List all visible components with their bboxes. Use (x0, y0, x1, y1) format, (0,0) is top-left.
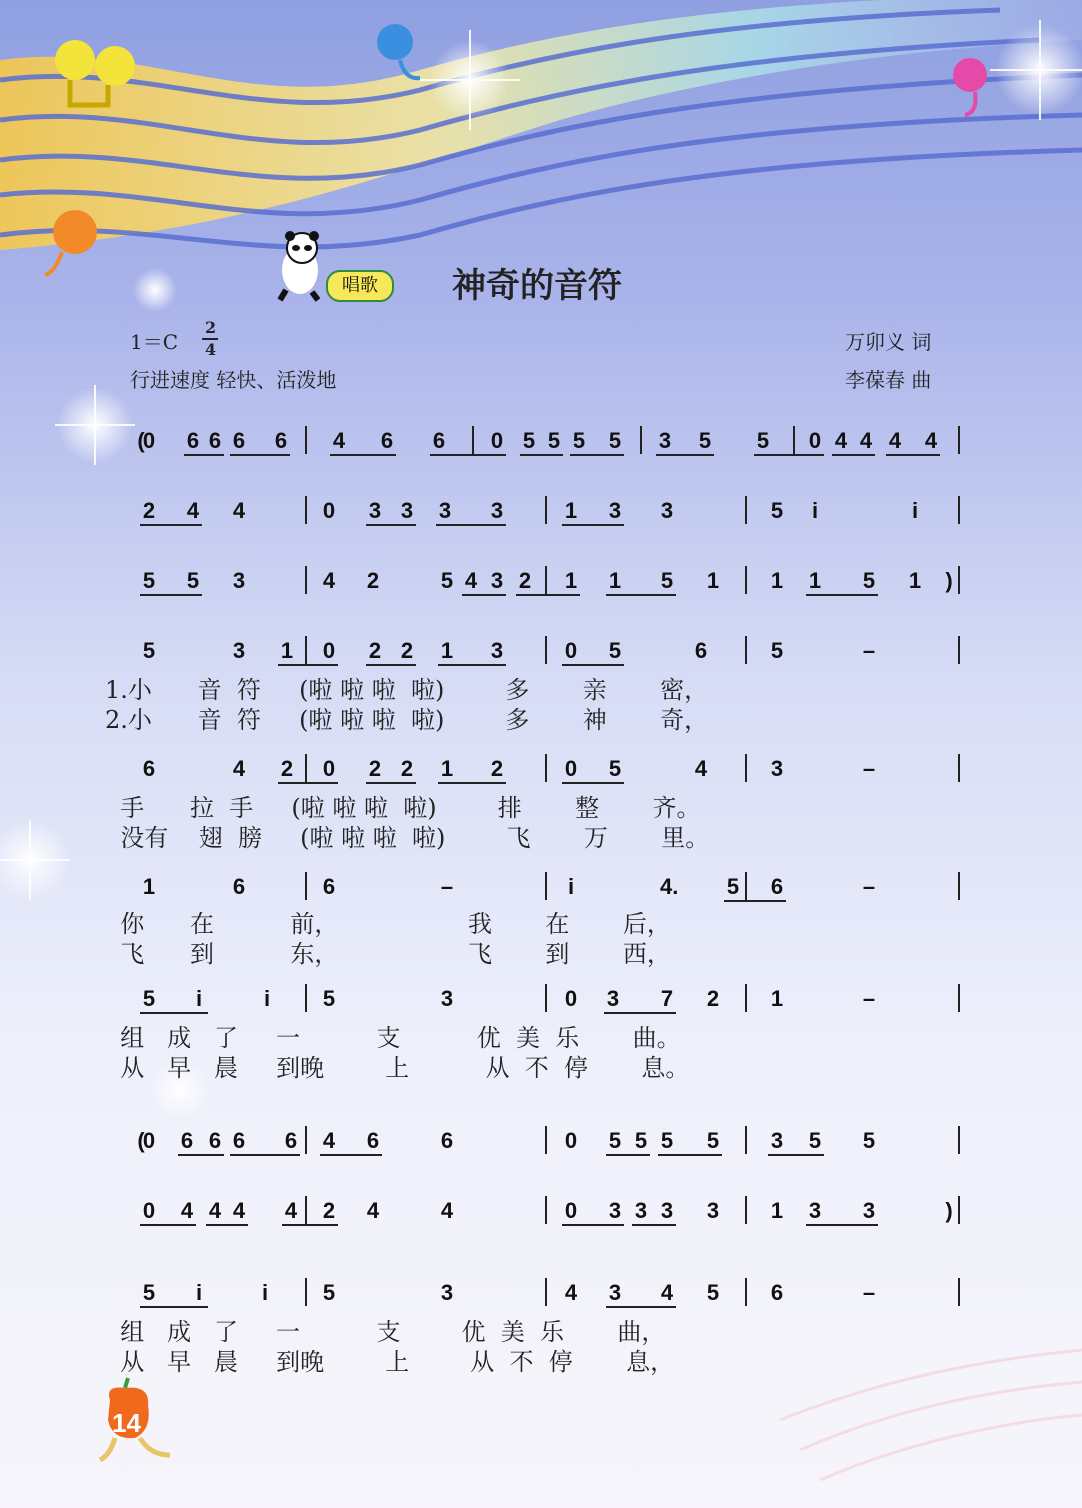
bar-line (958, 566, 960, 594)
score-note: 4 (284, 1198, 298, 1223)
score-note: i (911, 498, 919, 523)
beam-line (462, 594, 506, 596)
score-note: 2 (706, 986, 720, 1011)
bar-line (958, 496, 960, 524)
beam-line (604, 1012, 676, 1014)
score-note: 4 (464, 568, 478, 593)
beam-line (832, 454, 875, 456)
score-note: 6 (274, 428, 288, 453)
score-note: 6 (440, 1128, 454, 1153)
beam-line (330, 454, 396, 456)
score-note: 5 (706, 1128, 720, 1153)
score-note: 1 (808, 568, 822, 593)
beam-line (366, 524, 416, 526)
score-note: 6 (322, 874, 336, 899)
score-note: 1 (440, 756, 454, 781)
lyric-line: 从 早 晨 到晚 上 从 不 停 息。 (105, 1054, 690, 1082)
lyric-line: 飞 到 东， 飞 到 西， (105, 940, 671, 968)
score-note: 4 (834, 428, 848, 453)
beam-line (656, 454, 714, 456)
score-note: 5 (706, 1280, 720, 1305)
bar-line (745, 1126, 747, 1154)
score-note: 6 (186, 428, 200, 453)
score-note: 5 (522, 428, 536, 453)
score-note: 6 (694, 638, 708, 663)
score-note: 6 (142, 756, 156, 781)
score-note: 3 (634, 1198, 648, 1223)
score-note: 1 (608, 568, 622, 593)
score-note: – (862, 1280, 876, 1305)
score-note: 4 (186, 498, 200, 523)
score-note: 4 (660, 1280, 674, 1305)
score-note: 6 (432, 428, 446, 453)
score-note: 5 (142, 638, 156, 663)
bar-line (305, 984, 307, 1012)
score-note: 4 (366, 1198, 380, 1223)
score-note: 0 (564, 1198, 578, 1223)
bar-line (545, 1126, 547, 1154)
time-signature-top: 2 (205, 318, 217, 337)
beam-line (230, 1154, 300, 1156)
score-note: 0 (142, 1128, 156, 1153)
score-note: 3 (808, 1198, 822, 1223)
score-note: 0 (142, 1198, 156, 1223)
beam-line (278, 782, 338, 784)
beam-line (140, 1224, 196, 1226)
beam-line (632, 1224, 676, 1226)
score-note: 5 (726, 874, 740, 899)
score-note: ) (945, 568, 953, 593)
score-note: – (862, 874, 876, 899)
lyricist-credit: 万卯义 词 (845, 330, 932, 354)
score-note: i (567, 874, 575, 899)
bar-line (745, 1278, 747, 1306)
score-note: 1 (770, 1198, 784, 1223)
bar-line (958, 426, 960, 454)
score-note: 1 (770, 986, 784, 1011)
score-note: 4. (660, 874, 679, 899)
score-note: 5 (862, 568, 876, 593)
score-note: 3 (608, 1198, 622, 1223)
bar-line (793, 426, 795, 454)
score-note: 1 (908, 568, 922, 593)
score-note: 3 (608, 498, 622, 523)
beam-line (278, 664, 338, 666)
beam-line (806, 1224, 878, 1226)
beam-line (140, 594, 202, 596)
beam-line (230, 454, 290, 456)
beam-line (436, 524, 506, 526)
bar-line (958, 872, 960, 900)
score-note: i (261, 1280, 269, 1305)
score-note: 6 (232, 874, 246, 899)
beam-line (562, 782, 624, 784)
beam-line (562, 1224, 624, 1226)
score-note: 4 (322, 1128, 336, 1153)
score-note: 2 (400, 638, 414, 663)
bar-line (305, 1278, 307, 1306)
bar-line (305, 426, 307, 454)
beam-line (520, 454, 563, 456)
score-note: 0 (564, 986, 578, 1011)
score-note: 4 (924, 428, 938, 453)
score-note: 4 (232, 498, 246, 523)
beam-line (438, 782, 506, 784)
score-note: 5 (440, 568, 454, 593)
score-note: 6 (380, 428, 394, 453)
beam-line (140, 1012, 208, 1014)
beam-line (754, 454, 824, 456)
score-note: 6 (180, 1128, 194, 1153)
score-note: 2 (280, 756, 294, 781)
score-note: 5 (634, 1128, 648, 1153)
score-note: 5 (142, 1280, 156, 1305)
score-note: 3 (606, 986, 620, 1011)
score-note: 3 (770, 1128, 784, 1153)
beam-line (606, 1154, 650, 1156)
tempo-marking: 行进速度 轻快、活泼地 (130, 368, 337, 392)
beam-line (206, 1224, 248, 1226)
lyric-line: 2.小 音 符 (啦 啦 啦 啦) 多 神 奇， (105, 706, 709, 734)
lyric-line: 手 拉 手 (啦 啦 啦 啦) 排 整 齐。 (105, 794, 701, 822)
score-note: 3 (368, 498, 382, 523)
score-note: 6 (208, 1128, 222, 1153)
bar-line (745, 754, 747, 782)
score-note: 1 (706, 568, 720, 593)
bar-line (958, 984, 960, 1012)
beam-line (430, 454, 506, 456)
score-note: ( (137, 1128, 145, 1153)
score-note: 4 (564, 1280, 578, 1305)
beam-line (366, 664, 416, 666)
score-note: 6 (770, 874, 784, 899)
score-note: 3 (490, 568, 504, 593)
beam-line (570, 454, 624, 456)
score-note: 3 (770, 756, 784, 781)
score-note: i (263, 986, 271, 1011)
bar-line (545, 872, 547, 900)
bar-line (745, 872, 747, 900)
score-note: 4 (232, 756, 246, 781)
bar-line (745, 566, 747, 594)
score-note: 5 (608, 428, 622, 453)
beam-line (606, 594, 676, 596)
score-note: i (811, 498, 819, 523)
score-note: i (195, 1280, 203, 1305)
score-note: 4 (888, 428, 902, 453)
bar-line (545, 566, 547, 594)
score-note: 2 (518, 568, 532, 593)
bar-line (958, 1196, 960, 1224)
section-badge: 唱歌 (326, 270, 394, 302)
bar-line (305, 636, 307, 664)
composer-credit: 李葆春 曲 (845, 368, 932, 392)
song-title: 神奇的音符 (452, 266, 622, 306)
lyric-line: 1.小 音 符 (啦 啦 啦 啦) 多 亲 密， (105, 676, 709, 704)
score-note: 2 (142, 498, 156, 523)
beam-line (140, 524, 202, 526)
score-note: 4 (859, 428, 873, 453)
score-note: 3 (490, 498, 504, 523)
score-note: 3 (232, 638, 246, 663)
score-note: 7 (660, 986, 674, 1011)
score-note: 0 (322, 638, 336, 663)
beam-line (178, 1154, 224, 1156)
bar-line (958, 1278, 960, 1306)
bar-line (545, 754, 547, 782)
score-note: – (862, 756, 876, 781)
score-note: 4 (208, 1198, 222, 1223)
bar-line (958, 1126, 960, 1154)
time-signature-bottom: 4 (205, 340, 217, 359)
score-note: 0 (564, 756, 578, 781)
bar-line (472, 426, 474, 454)
score-note: 0 (322, 498, 336, 523)
score-note: ) (945, 1198, 953, 1223)
score-note: 5 (322, 1280, 336, 1305)
score-note: 4 (232, 1198, 246, 1223)
score-note: 6 (284, 1128, 298, 1153)
score-note: 5 (698, 428, 712, 453)
key-signature: 1＝C (130, 330, 179, 354)
score-note: 6 (232, 1128, 246, 1153)
score-note: 4 (440, 1198, 454, 1223)
bar-line (545, 1278, 547, 1306)
score-note: 1 (280, 638, 294, 663)
bar-line (545, 1196, 547, 1224)
score-note: – (862, 986, 876, 1011)
bar-line (640, 426, 642, 454)
score-note: 6 (208, 428, 222, 453)
score-note: 5 (756, 428, 770, 453)
score-note: 6 (232, 428, 246, 453)
bar-line (958, 754, 960, 782)
bar-line (545, 496, 547, 524)
score-note: 1 (440, 638, 454, 663)
score-note: 3 (660, 498, 674, 523)
score-note: 0 (490, 428, 504, 453)
beam-line (184, 454, 224, 456)
score-note: i (195, 986, 203, 1011)
score-note: 5 (572, 428, 586, 453)
score-note: 3 (440, 986, 454, 1011)
score-note: 5 (142, 568, 156, 593)
score-note: 0 (564, 1128, 578, 1153)
score-note: 2 (368, 756, 382, 781)
score-note: 0 (808, 428, 822, 453)
bar-line (745, 636, 747, 664)
score-note: 1 (564, 568, 578, 593)
score-note: 5 (186, 568, 200, 593)
score-note: 5 (770, 498, 784, 523)
beam-line (562, 664, 624, 666)
score-note: 2 (490, 756, 504, 781)
score-note: 3 (232, 568, 246, 593)
bar-line (305, 1196, 307, 1224)
score-note: 5 (608, 638, 622, 663)
bar-line (958, 636, 960, 664)
score-note: 6 (366, 1128, 380, 1153)
score-note: 0 (142, 428, 156, 453)
score-note: 5 (808, 1128, 822, 1153)
beam-line (886, 454, 940, 456)
score-note: 6 (770, 1280, 784, 1305)
score-note: 5 (770, 638, 784, 663)
bar-line (745, 984, 747, 1012)
score-note: 3 (490, 638, 504, 663)
bar-line (745, 1196, 747, 1224)
lyric-line: 组 成 了 一 支 优 美 乐 曲。 (105, 1024, 681, 1052)
beam-line (768, 1154, 824, 1156)
beam-line (320, 1154, 382, 1156)
page-number: 14 (112, 1408, 141, 1438)
score-note: – (440, 874, 454, 899)
score-note: 2 (400, 756, 414, 781)
score-note: 1 (770, 568, 784, 593)
score-note: 5 (660, 568, 674, 593)
score-note: 2 (322, 1198, 336, 1223)
beam-line (140, 1306, 208, 1308)
lyric-line: 从 早 晨 到晚 上 从 不 停 息， (105, 1348, 675, 1376)
bar-line (545, 636, 547, 664)
bar-line (545, 984, 547, 1012)
beam-line (606, 1306, 676, 1308)
beam-line (366, 782, 416, 784)
score-note: 2 (368, 638, 382, 663)
beam-line (282, 1224, 338, 1226)
score-note: 1 (564, 498, 578, 523)
lyric-line: 你 在 前， 我 在 后， (105, 910, 671, 938)
bar-line (305, 566, 307, 594)
score-note: 4 (322, 568, 336, 593)
score-note: 5 (608, 1128, 622, 1153)
bar-line (745, 496, 747, 524)
bar-line (305, 754, 307, 782)
lyric-line: 没有 翅 膀 (啦 啦 啦 啦) 飞 万 里。 (105, 824, 710, 852)
score-note: 1 (142, 874, 156, 899)
score-note: 2 (366, 568, 380, 593)
score-note: 3 (440, 1280, 454, 1305)
score-note: 4 (694, 756, 708, 781)
score-note: 5 (660, 1128, 674, 1153)
beam-line (516, 594, 580, 596)
score-note: 0 (322, 756, 336, 781)
beam-line (724, 900, 786, 902)
score-note: – (862, 638, 876, 663)
score-note: 5 (322, 986, 336, 1011)
score-note: 5 (608, 756, 622, 781)
score-note: 5 (862, 1128, 876, 1153)
score-note: 3 (438, 498, 452, 523)
bar-line (305, 872, 307, 900)
bar-line (305, 1126, 307, 1154)
score-note: 3 (706, 1198, 720, 1223)
score-note: 5 (142, 986, 156, 1011)
score-note: 3 (608, 1280, 622, 1305)
score-note: ( (137, 428, 145, 453)
score-note: 4 (332, 428, 346, 453)
lyric-line: 组 成 了 一 支 优 美 乐 曲， (105, 1318, 666, 1346)
score-note: 3 (400, 498, 414, 523)
score-note: 3 (660, 1198, 674, 1223)
score-note: 0 (564, 638, 578, 663)
beam-line (438, 664, 506, 666)
beam-line (806, 594, 878, 596)
bar-line (305, 496, 307, 524)
beam-line (562, 524, 624, 526)
beam-line (658, 1154, 722, 1156)
score-note: 3 (862, 1198, 876, 1223)
score-note: 3 (658, 428, 672, 453)
score-note: 5 (547, 428, 561, 453)
score-note: 4 (180, 1198, 194, 1223)
